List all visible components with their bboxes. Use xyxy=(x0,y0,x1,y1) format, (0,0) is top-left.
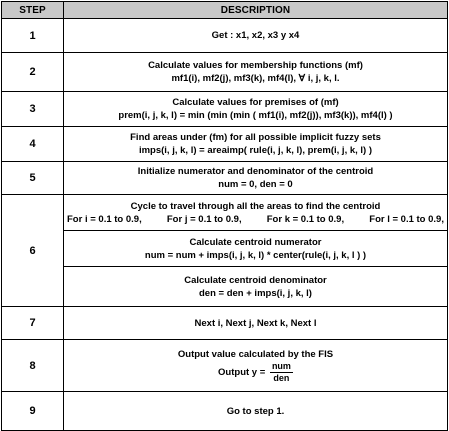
description-line: Output value calculated by the FIS xyxy=(177,348,334,360)
step-description xyxy=(64,340,448,392)
header-step: STEP xyxy=(2,2,64,19)
step-number: 6 xyxy=(2,195,64,307)
description-line: Get : x1, x2, x3 y x4 xyxy=(211,30,300,41)
algorithm-table xyxy=(1,1,448,431)
table-row xyxy=(2,392,448,431)
output-formula xyxy=(64,361,447,384)
formula-line: num = num + imps(i, j, k, l) * center(rule(i, j, k, l ) ) xyxy=(144,249,367,261)
step-description xyxy=(64,92,448,127)
loop-j: For j = 0.1 to 0.9, xyxy=(166,213,242,225)
description-line: Initialize numerator and denominator of the centroid xyxy=(137,166,374,177)
step-description xyxy=(64,53,448,92)
fraction-numerator: num xyxy=(271,360,291,371)
description-line: Cycle to travel through all the areas to find the centroid xyxy=(130,200,381,212)
step-number: 9 xyxy=(2,392,64,431)
step-sub-description-denominator xyxy=(64,267,448,307)
step-number: 1 xyxy=(2,19,64,53)
loop-l: For l = 0.1 to 0.9, xyxy=(369,213,444,225)
table-row xyxy=(2,195,448,231)
table-row xyxy=(2,307,448,340)
description-line: Calculate values for membership functions (mf) xyxy=(148,60,363,71)
description-line: Next i, Next j, Next k, Next l xyxy=(194,317,317,329)
step-number: 3 xyxy=(2,92,64,127)
step-description xyxy=(64,19,448,53)
fraction xyxy=(270,361,293,384)
loop-line xyxy=(64,213,447,226)
output-label: Output y = xyxy=(218,366,266,378)
loop-i: For i = 0.1 to 0.9, xyxy=(67,213,142,225)
table-row xyxy=(2,53,448,92)
table-header-row xyxy=(2,2,448,19)
step-number: 2 xyxy=(2,53,64,92)
description-line: imps(i, j, k, l) = areaimp( rule(i, j, k, l), prem(i, j, k, l) ) xyxy=(138,145,373,156)
step-number: 7 xyxy=(2,307,64,340)
step-description xyxy=(64,127,448,162)
loop-k: For k = 0.1 to 0.9, xyxy=(266,213,345,225)
step-sub-description-loops xyxy=(64,195,448,231)
step-description xyxy=(64,162,448,195)
description-line: Calculate centroid denominator xyxy=(184,274,327,286)
table-row xyxy=(2,231,448,267)
header-description: DESCRIPTION xyxy=(64,2,448,19)
description-line: Calculate centroid numerator xyxy=(189,236,322,248)
step-sub-description-numerator xyxy=(64,231,448,267)
description-line: Go to step 1. xyxy=(226,405,285,417)
description-line: Calculate values for premises of (mf) xyxy=(172,97,339,108)
step-description xyxy=(64,307,448,340)
table-row xyxy=(2,127,448,162)
formula-line: den = den + imps(i, j, k, l) xyxy=(199,287,312,299)
step-description xyxy=(64,392,448,431)
description-line: Find areas under (fm) for all possible implicit fuzzy sets xyxy=(130,132,381,143)
fraction-denominator: den xyxy=(273,372,290,383)
table-row xyxy=(2,162,448,195)
description-line: prem(i, j, k, l) = min (min (min ( mf1(i), mf2(j)), mf3(k)), mf4(l) ) xyxy=(118,110,393,121)
step-number: 4 xyxy=(2,127,64,162)
step-number: 5 xyxy=(2,162,64,195)
table-row xyxy=(2,267,448,307)
table-row xyxy=(2,340,448,392)
step-number: 8 xyxy=(2,340,64,392)
description-line: num = 0, den = 0 xyxy=(218,179,293,190)
description-line: mf1(i), mf2(j), mf3(k), mf4(l), ∀ i, j, k, l. xyxy=(171,73,340,84)
table-row xyxy=(2,92,448,127)
table-row xyxy=(2,19,448,53)
